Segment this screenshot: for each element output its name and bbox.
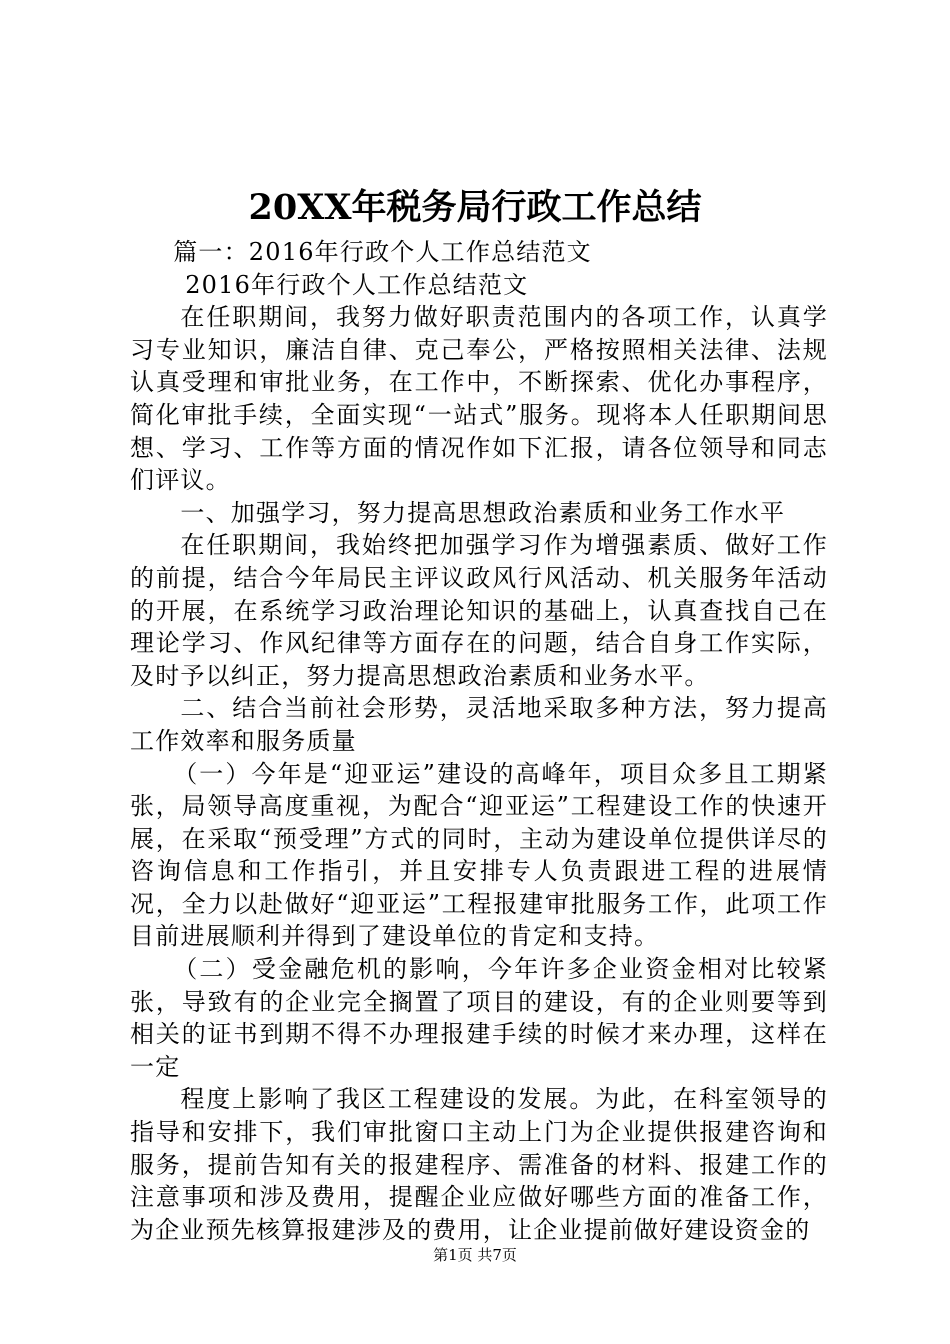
page-footer: 第1页 共7页 bbox=[433, 1246, 517, 1264]
paragraph: 程度上影响了我区工程建设的发展。为此，在科室领导的指导和安排下，我们审批窗口主动上门为企业提供报建咨询和服务，提前告知有关的报建程序、需准备的材料、报建工作的注意事项和涉及费用，提醒企业应做好哪些方面的准备工作，为企业预先核算报建涉及的费用，让企业提前做好建设资金的 bbox=[130, 1085, 828, 1244]
section-heading: 二、结合当前社会形势，灵活地采取多种方法，努力提高工作效率和服务质量 bbox=[130, 694, 828, 755]
section-heading: 一、加强学习，努力提高思想政治素质和业务工作水平 bbox=[180, 498, 786, 527]
paragraph: 在任职期间，我始终把加强学习作为增强素质、做好工作的前提，结合今年局民主评议政风行风活动、机关服务年活动的开展，在系统学习政治理论知识的基础上，认真查找自己在理论学习、作风纪律等方面存在的问题，结合自身工作实际，及时予以纠正，努力提高思想政治素质和业务水平。 bbox=[130, 531, 828, 690]
paragraph: （二）受金融危机的影响，今年许多企业资金相对比较紧张，导致有的企业完全搁置了项目的建设，有的企业则要等到相关的证书到期不得不办理报建手续的时候才来办理，这样在一定 bbox=[130, 955, 828, 1081]
document-title: 20XX年税务局行政工作总结 bbox=[248, 187, 702, 228]
paragraph: （一）今年是“迎亚运”建设的高峰年，项目众多且工期紧张，局领导高度重视，为配合“迎亚运”工程建设工作的快速开展，在采取“预受理”方式的同时，主动为建设单位提供详尽的咨询信息和工作指引，并且安排专人负责跟进工程的进展情况，全力以赴做好“迎亚运”工程报建审批服务工作，此项工作目前进展顺利并得到了建设单位的肯定和支持。 bbox=[130, 759, 828, 951]
document-body bbox=[130, 236, 828, 1246]
section-heading: 篇一：2016年行政个人工作总结范文 bbox=[173, 238, 592, 266]
subtitle: 2016年行政个人工作总结范文 bbox=[185, 270, 529, 299]
paragraph: 在任职期间，我努力做好职责范围内的各项工作，认真学习专业知识，廉洁自律、克己奉公，严格按照相关法律、法规认真受理和审批业务，在工作中，不断探索、优化办事程序，简化审批手续，全面实现“一站式”服务。现将本人任职期间思想、学习、工作等方面的情况作如下汇报，请各位领导和同志们评议。 bbox=[130, 303, 828, 495]
